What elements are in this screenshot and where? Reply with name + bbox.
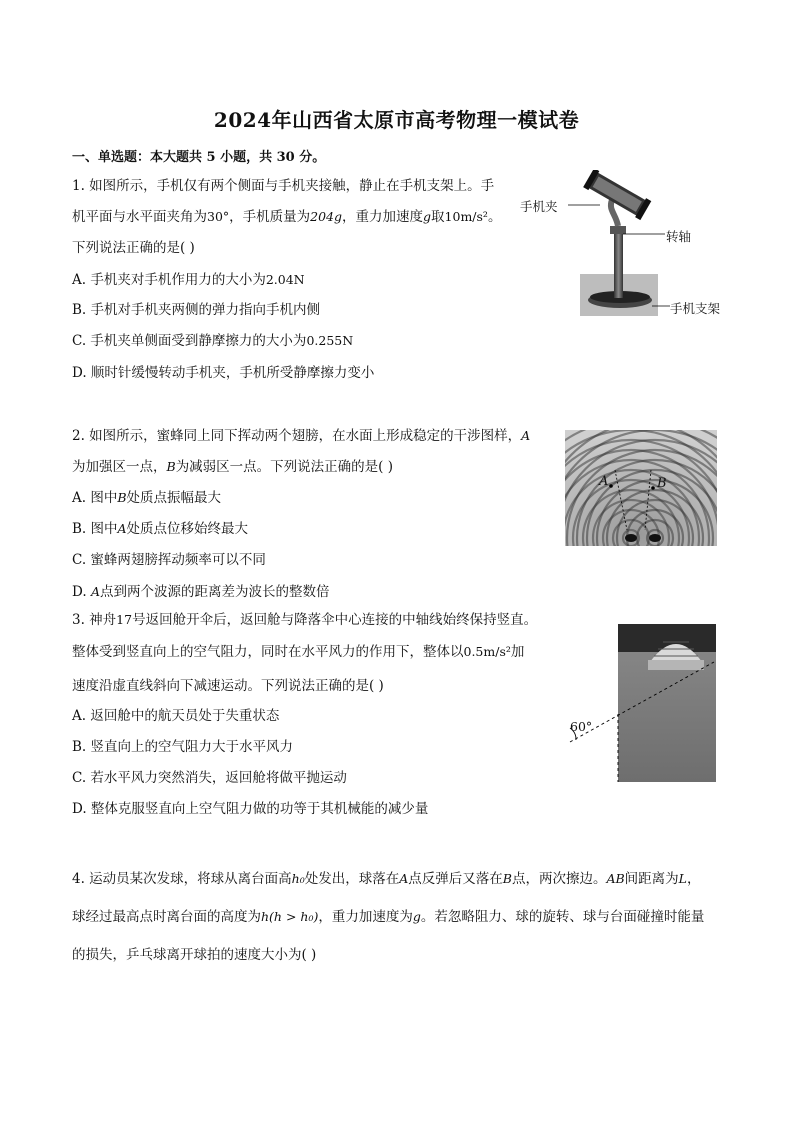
q2-option-c[interactable]: C. 蜜蜂两翅膀挥动频率可以不同 (72, 552, 266, 568)
section-header: 一、单选题：本大题共 5 小题，共 30 分。 (72, 150, 326, 165)
fig-label-axis: 转轴 (666, 229, 692, 244)
q2-option-d[interactable]: D. A点到两个波源的距离差为波长的整数倍 (72, 584, 330, 600)
q2-figure (565, 430, 717, 546)
q2-option-b[interactable]: B. 图中A处质点位移始终最大 (72, 521, 249, 537)
q3-figure (566, 624, 716, 784)
q1-line2: 机平面与水平面夹角为30°，手机质量为204g，重力加速度g取10m/s²。 (72, 209, 502, 225)
q3-line3: 速度沿虚直线斜向下减速运动。下列说法正确的是( ) (72, 678, 384, 694)
interference-pattern-figure (565, 430, 717, 546)
q1-line1: 1. 如图所示，手机仅有两个侧面与手机夹接触，静止在手机支架上。手 (72, 178, 495, 194)
phone-stand-figure (520, 170, 740, 320)
q1-mass: 204g (310, 209, 343, 224)
q3-option-b[interactable]: B. 竖直向上的空气阻力大于水平风力 (72, 739, 294, 755)
q2-option-a[interactable]: A. 图中B处质点振幅最大 (72, 490, 222, 506)
capsule-parachute-figure (566, 624, 716, 784)
q3-line2: 整体受到竖直向上的空气阻力，同时在水平风力的作用下，整体以0.5m/s²加 (72, 644, 525, 660)
q1-figure (520, 170, 740, 320)
q4-line2: 球经过最高点时离台面的高度为h(h > h₀)，重力加速度为g。若忽略阻力、球的旋转、球与台面碰撞时能量 (72, 909, 705, 925)
fig-label-60deg: 60° (570, 719, 593, 734)
q3-option-d[interactable]: D. 整体克服竖直向上空气阻力做的功等于其机械能的减少量 (72, 801, 429, 817)
q4-line1: 4. 运动员某次发球，将球从离台面高h₀处发出，球落在A点反弹后又落在B点，两次擦边。AB间距离为L， (72, 871, 701, 887)
q3-line1: 3. 神舟17号返回舱开伞后，返回舱与降落伞中心连接的中轴线始终保持竖直。 (72, 612, 538, 628)
fig-label-clip: 手机夹 (520, 199, 558, 214)
q1-option-c[interactable]: C. 手机夹单侧面受到静摩擦力的大小为0.255N (72, 333, 354, 349)
q1-line3: 下列说法正确的是( ) (72, 240, 195, 256)
q1-option-a[interactable]: A. 手机夹对手机作用力的大小为2.04N (72, 272, 305, 288)
fig-label-b: B (657, 476, 667, 491)
q3-option-c[interactable]: C. 若水平风力突然消失，返回舱将做平抛运动 (72, 770, 347, 786)
q4-line3: 的损失，乒乓球离开球拍的速度大小为( ) (72, 947, 317, 963)
q2-line1: 2. 如图所示，蜜蜂同上同下挥动两个翅膀，在水面上形成稳定的干涉图样，A (72, 428, 531, 444)
q3-option-a[interactable]: A. 返回舱中的航天员处于失重状态 (72, 708, 280, 724)
fig-label-a: A (599, 474, 609, 489)
q1-gval: 10m/s² (444, 209, 488, 224)
q1-option-d[interactable]: D. 顺时针缓慢转动手机夹，手机所受静摩擦力变小 (72, 365, 375, 381)
q1-angle: 30° (207, 209, 230, 224)
q2-line2: 为加强区一点，B为减弱区一点。下列说法正确的是( ) (72, 459, 394, 475)
q1-option-b[interactable]: B. 手机对手机夹两侧的弹力指向手机内侧 (72, 302, 321, 318)
page-title: 2024年山西省太原市高考物理一模试卷 (213, 108, 580, 132)
fig-label-stand: 手机支架 (670, 301, 721, 316)
